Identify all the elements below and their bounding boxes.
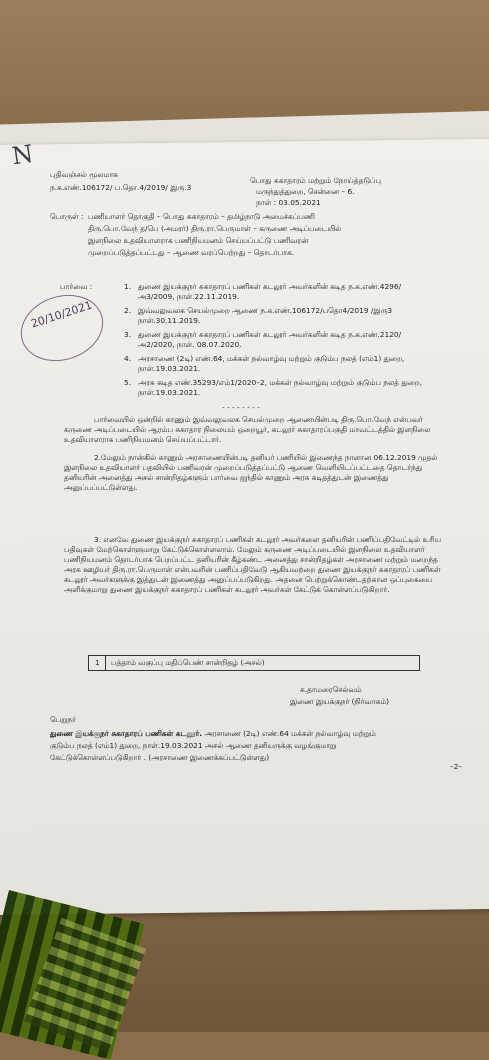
reference-text: அரசாணை (2டி) எண்.64, மக்கள் நல்வாழ்வு மற்றும் குடும்ப நலத் (எம்1) துறை, நாள்.19.03.2021. [138, 354, 405, 373]
reference-number: ந.க.எண்.106172/ ப.தொ.4/2019/ இரு.3 [50, 183, 192, 192]
reference-number-label: 3. [124, 330, 132, 339]
body-paragraph-2: 2.மேலும் நான்கில் காணும் அரசாணையின்படி தனியர் பணியில் இணைந்த நாளான 06.12.2019 முதல் இளநிலை உதவியாளர் பதவியில் பணிவரன் முறைப்படுத்தப்பட்டு ஆணை வெளியிடப்பட்டதை தொடர்ந்து தனியரின் அனைத்து அசல் சான்றிதழ்களும் பார்வை ஐந்தில் காணும் அரசு கடிதத்துடன் இணைத்து அனுப்பப்பட்டுள்ளது. [64, 453, 438, 492]
body-paragraph-3: 3. எனவே துணை இயக்குநர் சுகாதாரப் பணிகள் கடலூர் அவர்களை தனியரின் பணிப்பதிவேட்டில் உரிய பதிவுகள் மேற்கொள்ளுமாறு கேட்டுக்கொள்ளலாம். மேலும் கருணை அடிப்படையில் இளநிலை உதவியாளர் பணிநியமனம் தொடர்பாக பெறப்பட்ட தனியரின் கீழ்கண்ட அனைத்து சான்றிதழ்கள் அரசாணை மற்றும் மறைந்த அரசு ஊழியர் திரு.ரா.பெருமாள் என்பவரின் பணிப்பதிவேடு ஆகியவற்றை துணை இயக்குநர் சுகாதாரப் பணிகள் கடலூர் அவர்களுக்கு இத்துடன் இணைத்து அனுப்பப்படுகிறது. அதனை பெற்றுக்கொண்டதற்கான ஒப்புகையை அளிக்குமாறு துணை இயக்குநர் சுகாதாரப் பணிகள் கடலூர் அவர்கள் கேட்டுக் கொள்ளப்படுகிறார். [64, 535, 441, 594]
handwritten-mark: N [10, 139, 35, 171]
reference-text: துணை இயக்குநர் சுகாதாரப் பணிகள் கடலூர் அவர்களின் கடித ந.க.எண்.2120/அ2/2020, நாள். 08.07.2020. [138, 330, 402, 349]
subject-line-3: இளநிலை உதவியாளராக பணிநியமனம் செய்யப்பட்டு பணிவரன் [88, 236, 309, 245]
reference-number-label: 2. [124, 306, 132, 315]
stamp-date: 20/10/2021 [29, 298, 94, 331]
signatory-title: இணை இயக்குநர் (நிர்வாகம்) [290, 697, 390, 706]
references-label: பார்வை : [60, 282, 93, 291]
recipient-line-1 [50, 729, 376, 739]
enclosure-table [88, 655, 420, 671]
subject-line-4: முறைப்படுத்தப்பட்டது – ஆணை வரப்பெற்றது – தொடர்பாக. [88, 248, 295, 257]
enclosure-text: பத்தாம் வகுப்பு மதிப்பெண் சான்றிதழ் (அசல்) [111, 658, 265, 667]
reference-number-label: 5. [124, 378, 132, 387]
subject-label: பொருள் : [50, 212, 84, 221]
subject-line-2: திரு.பொ.வேந் த/பெ (அமரர்) திரு.ரா.பெருமாள் – கருணை அடிப்படையில் [88, 224, 342, 233]
body-paragraph-1: பார்வையில் ஒன்றில் காணும் இவ்வலுவலக செயல்முறை ஆணையின்படி திரு.பொ.வேந் என்பவர் கருணை அடிப்படையில் ஆரம்ப சுகாதார நிலையம் ஒறையூர், கடலூர் சுகாதாரப்பகுதி மாவட்டத்தில் இளநிலை உதவியாளராக பணிநியமனம் செய்யப்பட்டார். [64, 415, 431, 444]
reference-number-label: 4. [124, 354, 132, 363]
subject-line-1: பணியாளர் தொகுதி – பொது சுகாதாரம் – தமிழ்நாடு அமைச்சுப்பணி [88, 212, 315, 221]
enclosure-number: 1 [95, 658, 100, 667]
enclosure-divider [105, 656, 106, 670]
recipient-order: அரசாணை (2டி) எண்.64 மக்கள் நல்வாழ்வு மற்றும் [202, 729, 376, 738]
page-marker: –2– [450, 762, 463, 771]
recipient-line-3: கேட்டுக்கொள்ளப்படுகிறார் . (அரசாணை இணைக்கப்பட்டுள்ளது) [50, 753, 270, 762]
department-line-2: மருந்துத்துறை, சென்னை – 6. [256, 187, 355, 196]
reference-number-label: 1. [124, 282, 132, 291]
reference-text: அரசு கடித எண்.35293/எம்1/2020–2, மக்கள் நல்வாழ்வு மற்றும் குடும்ப நலத் துறை, நாள்.19.03.2021. [138, 378, 423, 397]
department-line-1: பொது சுகாதாரம் மற்றும் நோய்த்தடுப்பு [250, 176, 381, 185]
recipient-name: துணை இயக்குநர் சுகாதாரப் பணிகள் கடலூர். [50, 729, 203, 738]
section-divider: - - - - - - - - [222, 403, 260, 412]
received-stamp [12, 285, 112, 372]
reference-text: இவ்வலுவலக செயல்முறை ஆணை ந.க.எண்.106172/பதொ4/2019 /இரு3 நாள்.30.11.2019. [138, 306, 393, 325]
dispatch-note: புதிவஞ்சல் மூலமாக [50, 170, 118, 179]
reference-text: துணை இயக்குநர் சுகாதாரப் பணிகள் கடலூர் அவர்களின் கடித ந.க.எண்.4296/அ3/2009, நாள்.22.11.2019. [138, 282, 402, 301]
signatory-name: சு.தாமரைசெல்வம் [300, 685, 362, 694]
recipient-label: பெறுநர் [50, 715, 77, 724]
document-date: நாள் : 03.05.2021 [256, 198, 321, 207]
recipient-line-2: குடும்ப நலத் (எம்1) துறை, நாள்.19.03.2021 அசல் ஆணை தனியருக்கு வழங்குமாறு [50, 741, 337, 750]
